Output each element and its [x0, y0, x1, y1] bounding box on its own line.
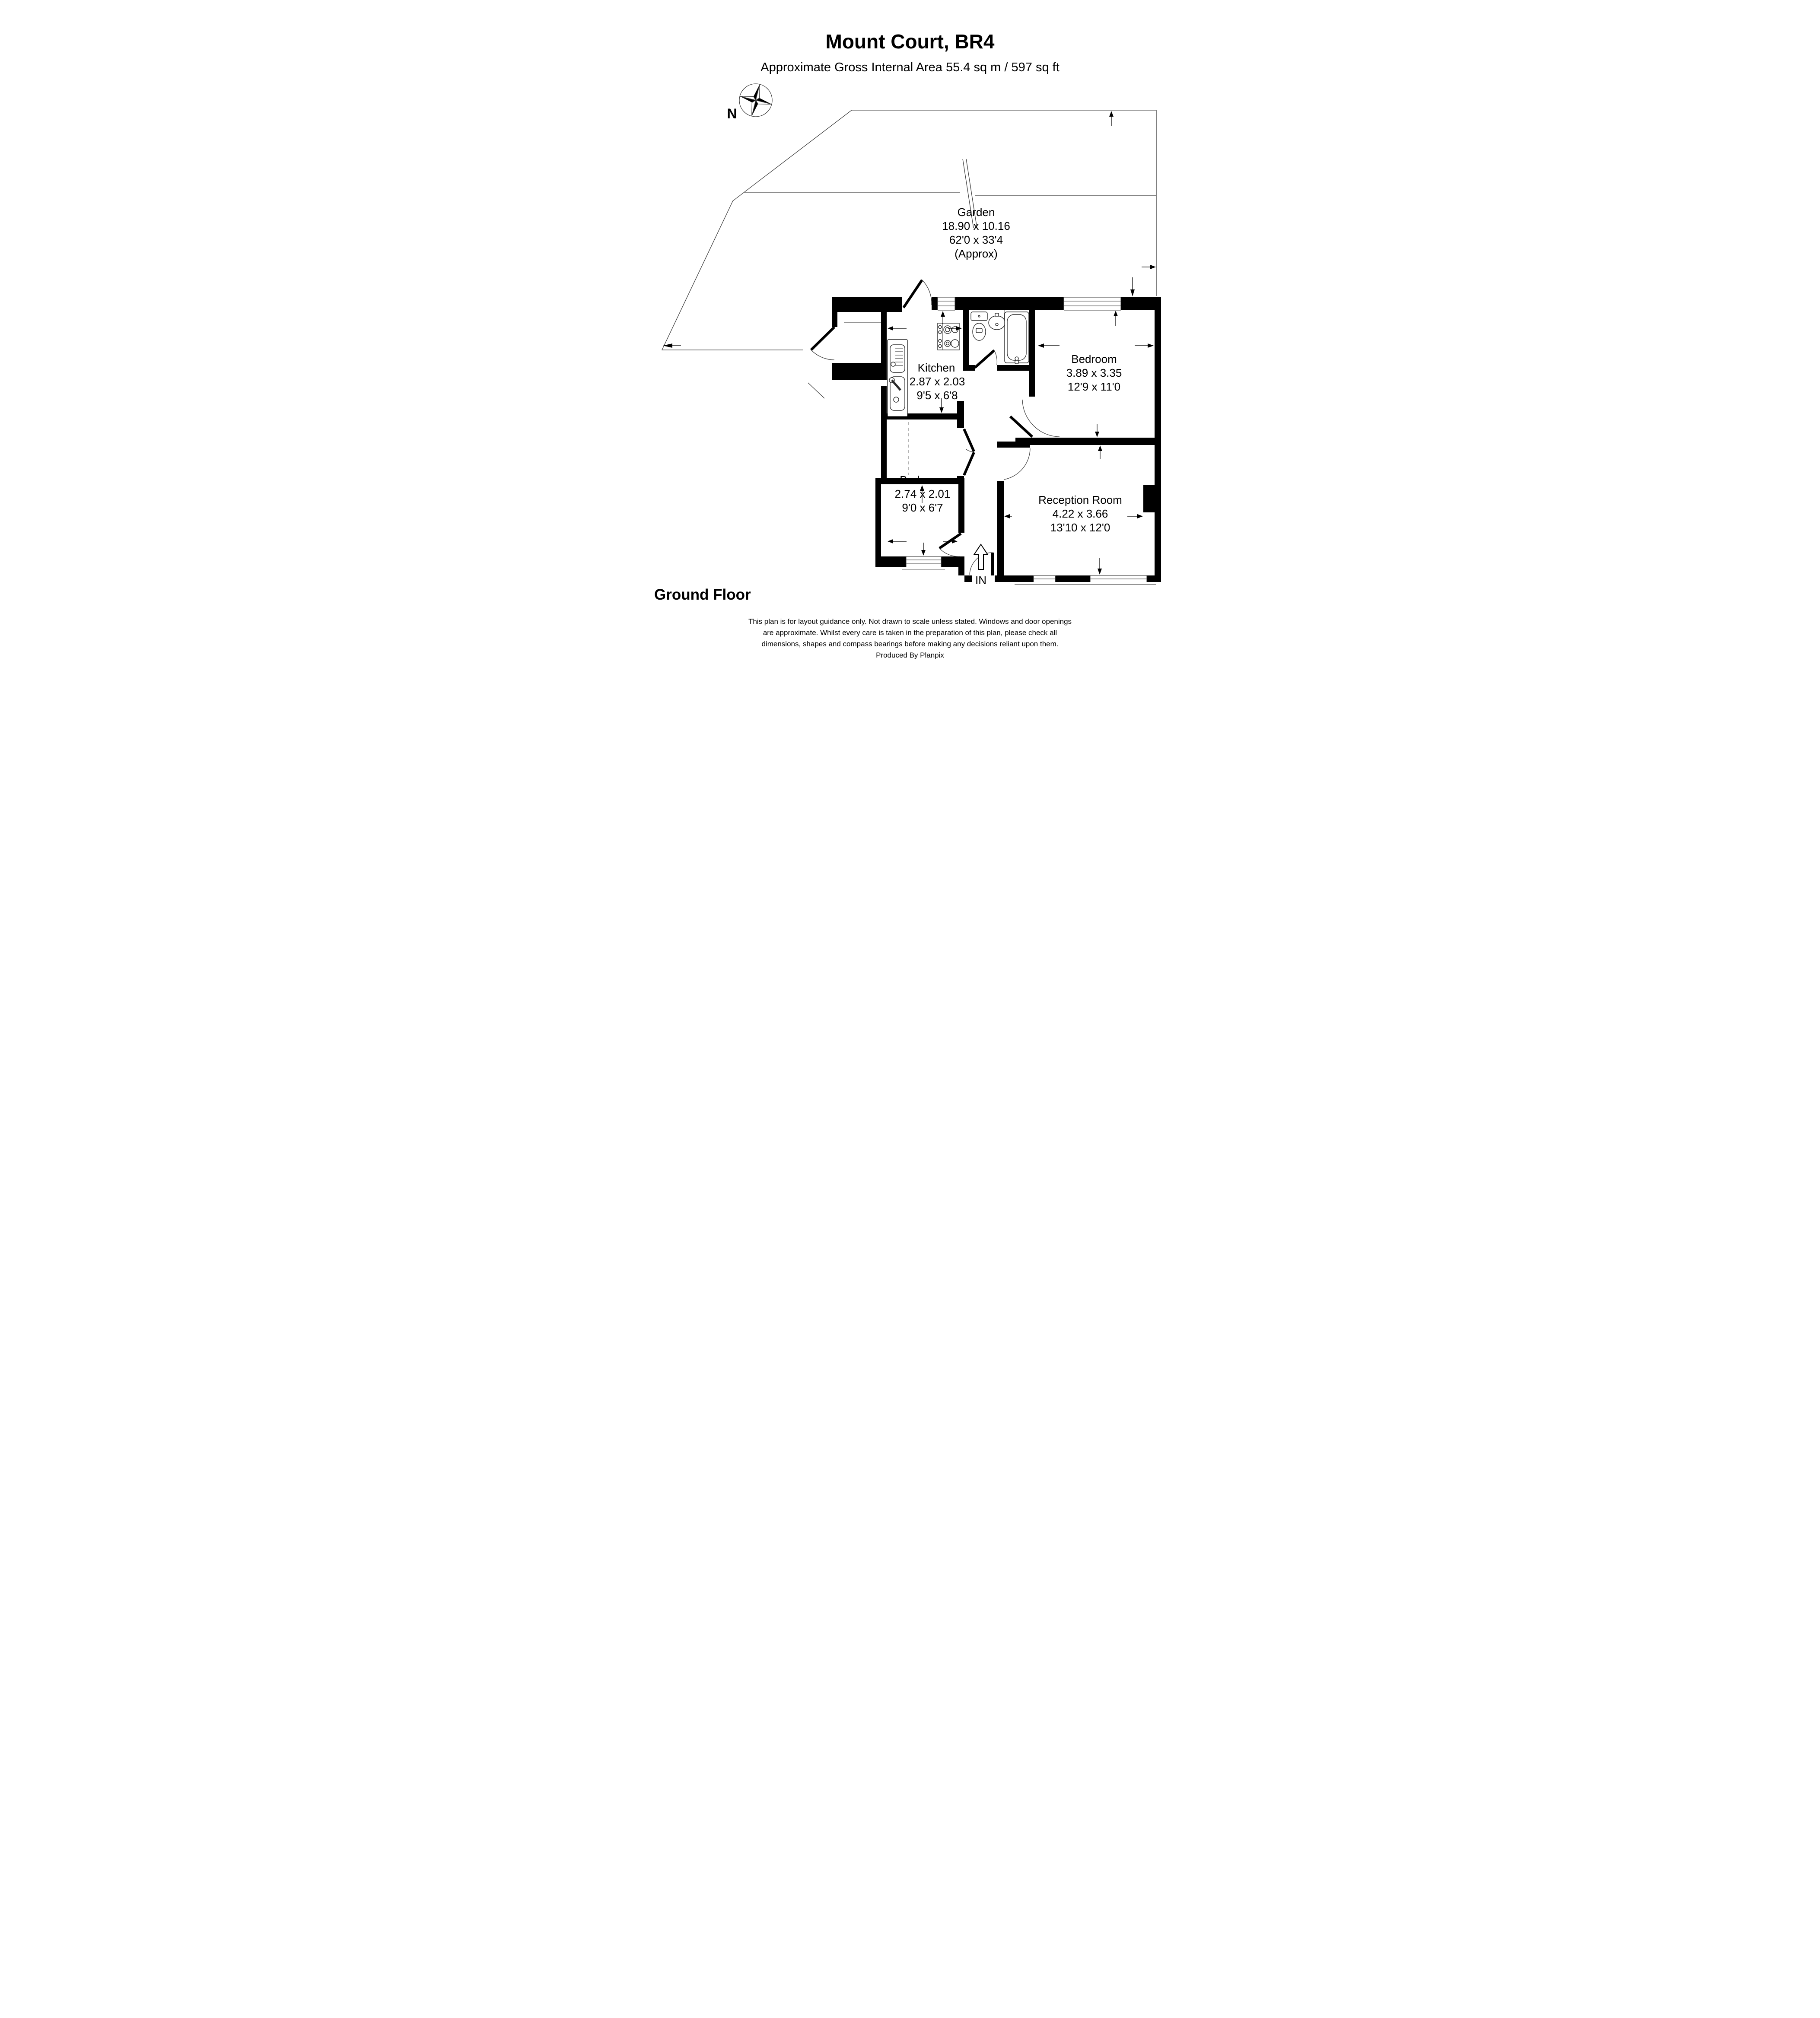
svg-text:3.89 x 3.35: 3.89 x 3.35	[1066, 366, 1122, 379]
svg-text:2.87 x 2.03: 2.87 x 2.03	[909, 375, 965, 388]
kitchen-sink-icon	[888, 340, 907, 416]
svg-text:Garden: Garden	[957, 206, 995, 219]
bathtub-icon	[1005, 312, 1029, 364]
svg-text:This plan is for layout guidan: This plan is for layout guidance only. Not drawn to scale unless stated. Windows and door openings	[748, 617, 1072, 626]
svg-text:Produced By Planpix: Produced By Planpix	[876, 651, 944, 659]
page-title: Mount Court, BR4	[825, 30, 995, 53]
svg-text:Reception Room: Reception Room	[1038, 493, 1122, 506]
kitchen-window-icon	[938, 297, 955, 310]
svg-text:9'5 x 6'8: 9'5 x 6'8	[916, 389, 958, 402]
floorplan-page	[607, 0, 1213, 673]
reception-door-icon	[997, 442, 1030, 480]
disclaimer	[748, 617, 1072, 659]
back-door-icon	[904, 280, 932, 308]
bedroom2-window-icon	[902, 556, 945, 570]
svg-text:Bedroom: Bedroom	[1071, 353, 1117, 365]
compass-icon	[727, 80, 776, 121]
bedroom1-window-icon	[1064, 297, 1121, 310]
stove-icon	[938, 323, 959, 350]
bedroom1-door-icon	[1010, 400, 1060, 437]
svg-text:Bedroom: Bedroom	[900, 474, 945, 486]
entrance-arrow-icon	[974, 544, 988, 569]
svg-text:18.90 x 10.16: 18.90 x 10.16	[942, 219, 1010, 232]
walls	[832, 297, 1161, 582]
side-entrance-door-icon	[811, 327, 834, 360]
toilet-icon	[971, 312, 987, 340]
floor-label: Ground Floor	[654, 586, 751, 603]
svg-text:(Approx): (Approx)	[955, 247, 998, 260]
svg-text:2.74 x 2.01: 2.74 x 2.01	[894, 487, 951, 500]
room-label-bedroom2	[895, 474, 951, 514]
bedroom2-door-icon	[939, 534, 961, 556]
svg-text:9'0 x 6'7: 9'0 x 6'7	[902, 501, 943, 514]
svg-text:Kitchen: Kitchen	[917, 361, 955, 374]
room-label-reception	[1038, 493, 1122, 534]
room-label-garden	[942, 206, 1010, 260]
compass-north-label: N	[727, 106, 737, 121]
entrance-label: IN	[975, 574, 986, 587]
svg-text:62'0 x 33'4: 62'0 x 33'4	[949, 233, 1003, 246]
reception-window-right-icon	[1090, 575, 1147, 582]
svg-text:4.22 x 3.66: 4.22 x 3.66	[1052, 507, 1108, 520]
cupboard-doors-icon	[964, 429, 974, 475]
page-subtitle: Approximate Gross Internal Area 55.4 sq m / 597 sq ft	[760, 60, 1060, 74]
svg-text:13'10 x 12'0: 13'10 x 12'0	[1050, 521, 1110, 534]
reception-window-left-icon	[1034, 575, 1055, 582]
bathroom-door-icon	[975, 350, 997, 368]
svg-text:12'9 x 11'0: 12'9 x 11'0	[1067, 380, 1121, 393]
room-label-kitchen	[910, 361, 965, 402]
svg-text:dimensions, shapes and compass: dimensions, shapes and compass bearings before making any decisions reliant upon them.	[761, 640, 1059, 648]
svg-text:are approximate. Whilst every: are approximate. Whilst every care is taken in the preparation of this plan, please check all	[763, 629, 1057, 637]
floorplan-svg	[607, 0, 1213, 673]
basin-icon	[989, 313, 1005, 330]
room-label-bedroom1	[1066, 353, 1122, 393]
